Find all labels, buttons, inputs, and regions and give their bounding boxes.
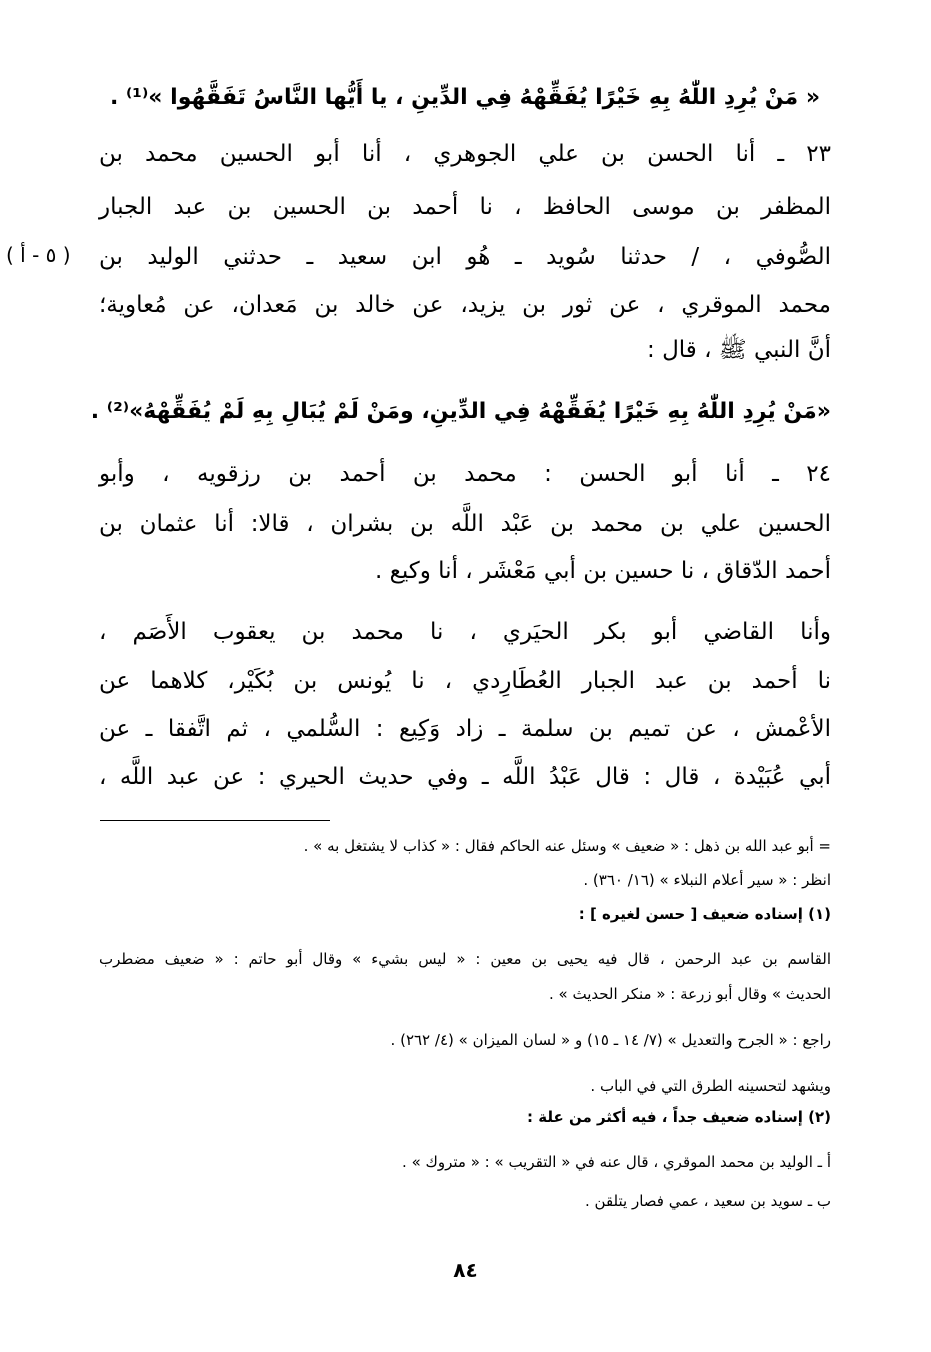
narration-23-line-5: أنَّ النبي ﷺ ، قال : xyxy=(647,337,831,363)
narration-24-line-3: أحمد الدّقاق ، نا حسين بن أبي مَعْشَر ، أنا وكيع . xyxy=(374,558,831,584)
hadith-text-2: «مَنْ يُرِدِ اللّٰهُ بِهِ خَيْرًا يُفَقِّهْهُ فِي الدِّينِ، ومَنْ لَمْ يُبَالِ بِهِ لَمْ يُفَقِّهْهُ»⁽²⁾ . xyxy=(90,399,831,424)
footnote-2-item-a: أ ـ الوليد بن محمد الموقري ، قال عنه في « التقريب » : « متروك » . xyxy=(402,1153,831,1171)
footnote-1-note: ويشهد لتحسينه الطرق التي في الباب . xyxy=(590,1077,831,1095)
narration-24b-line-2: نا أحمد بن عبد الجبار العُطَارِدي ، نا يُونس بن بُكَيْر، كلاهما عن xyxy=(99,668,831,694)
footnote-1-heading: (١) إسناده ضعيف [ حسن لغيره ] : xyxy=(578,905,831,923)
narration-24-line-1: ٢٤ ـ أنا أبو الحسن : محمد بن أحمد بن رزقويه ، وأبو xyxy=(99,461,831,487)
footnote-2-heading: (٢) إسناده ضعيف جداً ، فيه أكثر من علة : xyxy=(527,1108,831,1126)
hadith-text-1: « مَنْ يُرِدِ اللّٰهُ بِهِ خَيْرًا يُفَقِّهْهُ فِي الدِّينِ ، يا أَيُّها النَّاسُ تَفَقَّهُوا »⁽¹⁾ . xyxy=(109,85,821,110)
page-number: ٨٤ xyxy=(453,1258,478,1282)
narration-24b-line-4: أبي عُبَيْدة ، قال : قال عَبْدُ اللَّه ـ وفي حديث الحيري : عن عبد اللَّه ، xyxy=(99,764,831,790)
narration-24-line-2: الحسين علي بن محمد بن عَبْد اللَّه بن بشران ، قالا: أنا عثمان بن xyxy=(99,511,831,537)
footnote-2-item-b: ب ـ سويد بن سعيد ، عمي فصار يتلقن . xyxy=(585,1192,831,1210)
narration-23-line-1: ٢٣ ـ أنا الحسن بن علي الجوهري ، أنا أبو الحسين محمد بن xyxy=(99,141,831,167)
footnote-1-line-2: الحديث » وقال أبو زرعة : « منكر الحديث » . xyxy=(548,985,831,1003)
footnote-separator xyxy=(100,820,330,821)
narration-23-line-2: المظفر بن موسى الحافظ ، نا أحمد بن الحسين بن عبد الجبار xyxy=(99,194,831,220)
narration-24b-line-3: الأعْمش ، عن تميم بن سلمة ـ زاد وَكِيع : السُّلمي ، ثم اتَّفقا ـ عن xyxy=(99,716,831,742)
narration-24b-line-1: وأنا القاضي أبو بكر الحيَري ، نا محمد بن يعقوب الأَصَم ، xyxy=(99,619,831,645)
footnote-reference: انظر : « سير أعلام النبلاء » (١٦/ ٣٦٠) . xyxy=(583,871,831,889)
manuscript-folio-note: ( ٥ - أ ) xyxy=(6,243,71,267)
footnote-continuation: = أبو عبد الله بن ذهل : « ضعيف » وسئل عنه الحاكم فقال : « كذاب لا يشتغل به » . xyxy=(303,837,831,855)
footnote-1-line-1: القاسم بن عبد الرحمن ، قال فيه يحيى بن معين : « ليس بشيء » وقال أبو حاتم : « ضعيف مضطرب xyxy=(99,950,831,968)
narration-23-line-3: الصُّوفي ، / حدثنا سُويد ـ هُو ابن سعيد ـ حدثني الوليد بن xyxy=(99,244,831,270)
footnote-1-reference: راجع : « الجرح والتعديل » (٧/ ١٤ ـ ١٥) و « لسان الميزان » (٤/ ٢٦٢) . xyxy=(390,1031,831,1049)
narration-23-line-4: محمد الموقري ، عن ثور بن يزيد، عن خالد بن مَعدان، عن مُعاوية؛ xyxy=(99,292,831,318)
